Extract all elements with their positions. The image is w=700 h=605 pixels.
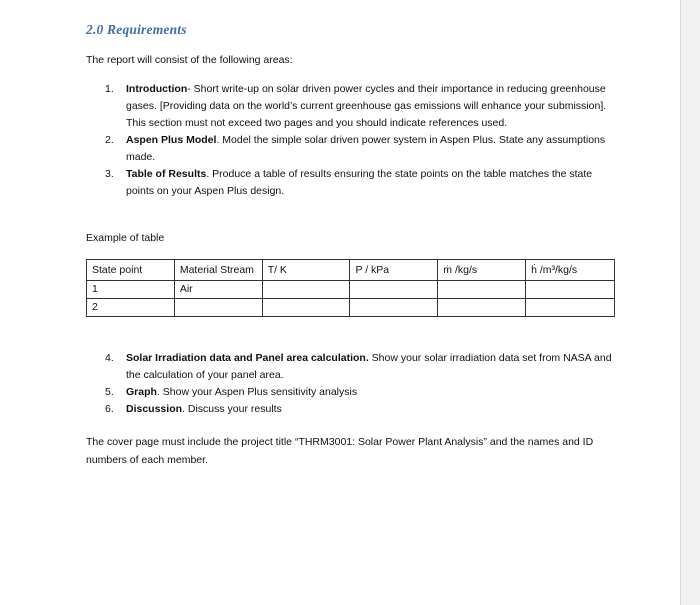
requirements-list-part2 — [105, 350, 615, 418]
table-header-cell: T/ K — [262, 260, 350, 281]
table-header-cell: ṁ /kg/s — [438, 260, 526, 281]
table-cell — [262, 299, 350, 317]
list-item-number: 3. — [105, 168, 114, 180]
list-item — [105, 401, 615, 418]
list-item-text: . Show your Aspen Plus sensitivity analysis — [156, 386, 358, 398]
list-item — [105, 350, 615, 384]
list-item-title: Aspen Plus Model — [126, 134, 217, 146]
example-table-label: Example of table — [86, 232, 165, 244]
list-item-text: . Model the simple solar driven power system in Aspen Plus. State any assumptions made. — [126, 134, 606, 163]
table-cell — [438, 299, 526, 317]
list-item-text: . Discuss your results — [182, 403, 282, 415]
table-header-cell: Material Stream — [174, 260, 262, 281]
list-item — [105, 384, 615, 401]
list-item-text: - Short write-up on solar driven power cycles and their importance in reducing greenhouse gases. [Providing data on the world’s current greenhouse gas emissions will enhance your submission]. This section must not exceed two pages and you should indicate references used. — [126, 83, 607, 129]
list-item-title: Discussion — [126, 403, 183, 415]
list-item-number: 6. — [105, 403, 114, 415]
list-item-title: Introduction — [126, 83, 188, 95]
list-item — [105, 166, 615, 200]
list-item-title: Table of Results — [126, 168, 207, 180]
table-cell: Air — [174, 281, 262, 299]
table-row — [87, 281, 615, 299]
table-row — [87, 299, 615, 317]
table-header-cell: State point — [87, 260, 175, 281]
section-heading: 2.0 Requirements — [86, 22, 187, 37]
cover-page-note: The cover page must include the project title “THRM3001: Solar Power Plant Analysis” and the names and ID numbers of each member. — [86, 436, 594, 466]
list-item-number: 4. — [105, 352, 114, 364]
table-cell: 1 — [87, 281, 175, 299]
table-cell — [350, 281, 438, 299]
table-cell — [526, 299, 615, 317]
table-header-cell: ḣ /m³/kg/s — [526, 260, 615, 281]
intro-text: The report will consist of the following areas: — [86, 54, 293, 66]
list-item-title: Solar Irradiation data and Panel area calculation. — [126, 352, 369, 364]
table-cell: 2 — [87, 299, 175, 317]
table-cell — [262, 281, 350, 299]
list-item-text: Show your solar irradiation data set from NASA and the calculation of your panel area. — [126, 352, 612, 381]
list-item — [105, 132, 615, 166]
list-item-title: Graph — [126, 386, 157, 398]
table-cell — [438, 281, 526, 299]
list-item-number: 2. — [105, 134, 114, 146]
table-cell — [526, 281, 615, 299]
table-header-row — [87, 260, 615, 281]
table-cell — [174, 299, 262, 317]
list-item-number: 5. — [105, 386, 114, 398]
table-header-cell: P / kPa — [350, 260, 438, 281]
requirements-list-part1 — [105, 81, 615, 200]
results-table — [86, 259, 615, 317]
list-item-text: . Produce a table of results ensuring the state points on the table matches the state points on your Aspen Plus design. — [126, 168, 593, 197]
list-item — [105, 81, 615, 132]
table-cell — [350, 299, 438, 317]
list-item-number: 1. — [105, 83, 114, 95]
